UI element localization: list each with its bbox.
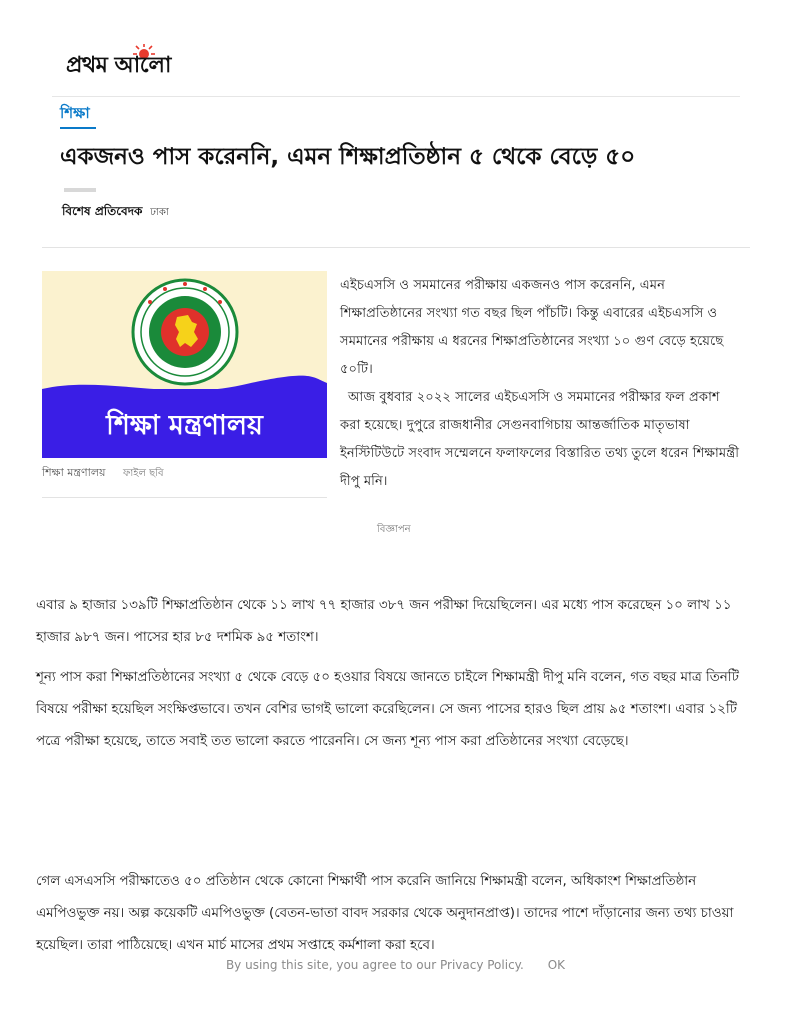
figure-image[interactable] xyxy=(42,271,327,458)
lead-text xyxy=(340,272,740,496)
cookie-ok-button[interactable]: OK xyxy=(547,958,566,972)
body-paragraph: শূন্য পাস করা শিক্ষাপ্রতিষ্ঠানের সংখ্যা ৫ থেকে বেড়ে ৫০ হওয়ার বিষয়ে জানতে চাইলে শিক্ষামন্ত্রী দীপু মনি বলেন, গত বছর মাত্র তিনটি বিষয়ে পরীক্ষা হয়েছিল সংক্ষিপ্তভাবে। তখন বেশির ভাগই ভালো করেছিলেন। সে জন্য পাসের হারও ছিল প্রায় ৯৫ শতাংশ। এবার ১২টি পত্রে পরীক্ষা হয়েছে, তাতে সবাই তত ভালো করতে পারেননি। সে জন্য শূন্য পাস করা প্রতিষ্ঠানের সংখ্যা বেড়েছে। xyxy=(36,670,739,749)
body-paragraph: এবার ৯ হাজার ১৩৯টি শিক্ষাপ্রতিষ্ঠান থেকে ১১ লাখ ৭৭ হাজার ৩৮৭ জন পরীক্ষা দিয়েছিলেন। এর মধ্যে পাস করেছেন ১০ লাখ ১১ হাজার ৯৮৭ জন। পাসের হার ৮৫ দশমিক ৯৫ শতাংশ। xyxy=(36,598,732,645)
byline xyxy=(62,203,169,223)
byline-divider xyxy=(42,247,750,248)
section-link[interactable]: শিক্ষা xyxy=(60,104,90,122)
author-name[interactable]: বিশেষ প্রতিবেদক xyxy=(62,204,143,218)
header-divider xyxy=(52,96,740,97)
advertisement-label: বিজ্ঞাপন xyxy=(377,524,411,535)
author-avatar-placeholder xyxy=(64,188,96,192)
figure-banner-text: শিক্ষা মন্ত্রণালয় xyxy=(106,410,263,441)
figure-divider xyxy=(42,497,327,498)
caption-text: শিক্ষা মন্ত্রণালয় xyxy=(42,466,106,479)
caption-credit: ফাইল ছবি xyxy=(123,468,164,479)
logo-wordmark: প্রথম আলো xyxy=(66,53,171,78)
figure-caption xyxy=(42,464,327,483)
author-location: ঢাকা xyxy=(150,207,169,218)
bangladesh-govt-seal-icon xyxy=(130,277,240,387)
cookie-consent-bar xyxy=(0,958,791,972)
article-figure xyxy=(42,271,327,498)
lead-paragraph: আজ বুধবার ২০২২ সালের এইচএসসি ও সমমানের পরীক্ষার ফল প্রকাশ করা হয়েছে। দুপুরে রাজধানীর সেগুনবাগিচায় আন্তর্জাতিক মাতৃভাষা ইনস্টিটিউটে সংবাদ সম্মেলনে ফলাফলের বিস্তারিত তথ্য তুলে ধরেন শিক্ষামন্ত্রী দীপু মনি। xyxy=(340,390,740,489)
body-paragraph: গেল এসএসসি পরীক্ষাতেও ৫০ প্রতিষ্ঠান থেকে কোনো শিক্ষার্থী পাস করেনি জানিয়ে শিক্ষামন্ত্রী বলেন, অধিকাংশ শিক্ষাপ্রতিষ্ঠান এমপিওভুক্ত নয়। অল্প কয়েকটি এমপিওভুক্ত (বেতন-ভাতা বাবদ সরকার থেকে অনুদানপ্রাপ্ত)। তাদের পাশে দাঁড়ানোর জন্য তথ্য চাওয়া হয়েছিল। তারা পাঠিয়েছে। এখন মার্চ মাসের প্রথম সপ্তাহে কর্মশালা করা হবে। xyxy=(36,874,734,953)
article-headline: একজনও পাস করেননি, এমন শিক্ষাপ্রতিষ্ঠান ৫ থেকে বেড়ে ৫০ xyxy=(60,144,636,170)
cookie-message: By using this site, you agree to our Privacy Policy. xyxy=(225,958,524,972)
section-underline xyxy=(60,127,96,129)
site-logo[interactable] xyxy=(66,44,221,84)
lead-paragraph: এইচএসসি ও সমমানের পরীক্ষায় একজনও পাস করেননি, এমন শিক্ষাপ্রতিষ্ঠানের সংখ্যা গত বছর ছিল পাঁচটি। কিন্তু এবারের এইচএসসি ও সমমানের পরীক্ষায় এ ধরনের শিক্ষাপ্রতিষ্ঠানের সংখ্যা ১০ গুণ বেড়ে হয়েছে ৫০টি। xyxy=(340,278,724,377)
